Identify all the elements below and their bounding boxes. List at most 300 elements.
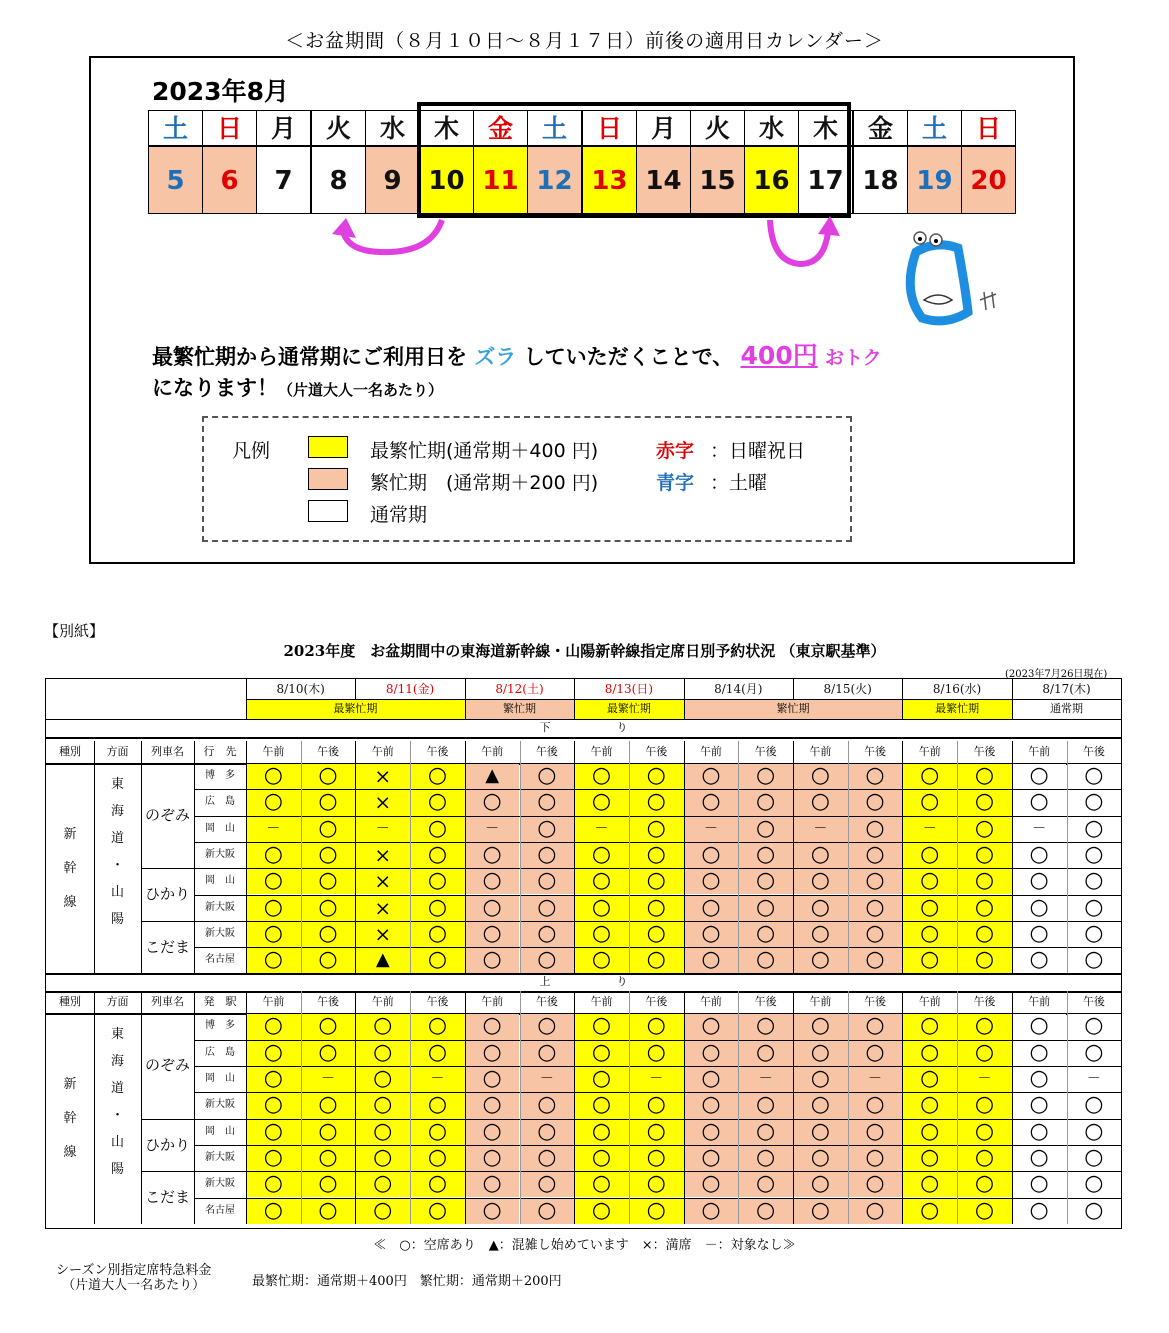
hdr-train: 列車名 bbox=[151, 745, 184, 758]
status-symbol: ○ bbox=[1029, 789, 1049, 815]
status-symbol: ○ bbox=[756, 1039, 776, 1065]
date-header: 8/10(木) bbox=[276, 682, 325, 696]
status-symbol: ○ bbox=[701, 1039, 721, 1065]
status-symbol: ○ bbox=[810, 1066, 830, 1091]
calendar-day: 6 bbox=[202, 146, 257, 214]
table-rule bbox=[410, 741, 411, 973]
table-rule bbox=[194, 789, 1121, 790]
status-symbol: ○ bbox=[974, 1171, 995, 1197]
status-symbol: ○ bbox=[701, 1197, 721, 1223]
status-symbol: ○ bbox=[1084, 763, 1104, 788]
status-symbol: ○ bbox=[701, 1144, 721, 1170]
arrow-right-icon bbox=[770, 216, 840, 264]
period-label: 繁忙期 bbox=[776, 702, 810, 715]
calendar-weekday: 水 bbox=[365, 110, 420, 146]
status-symbol: － bbox=[1032, 820, 1047, 837]
status-symbol: ○ bbox=[1029, 894, 1049, 920]
fare-title: シーズン別指定席特急料金 bbox=[56, 1263, 212, 1278]
table-rule bbox=[141, 1171, 194, 1172]
status-symbol: ○ bbox=[1084, 1144, 1104, 1170]
table-rule bbox=[194, 1092, 1121, 1093]
status-symbol: ○ bbox=[646, 789, 666, 815]
calendar-day: 8 bbox=[311, 146, 366, 214]
status-symbol: ○ bbox=[427, 894, 448, 920]
status-symbol: ○ bbox=[537, 815, 557, 841]
status-symbol: ○ bbox=[646, 894, 666, 920]
promo-text-1: 最繁忙期から通常期にご利用日を bbox=[152, 345, 467, 369]
status-symbol: ○ bbox=[920, 920, 940, 946]
status-symbol: ○ bbox=[591, 1039, 612, 1065]
calendar-weekday: 火 bbox=[311, 110, 366, 146]
calendar-day: 9 bbox=[365, 146, 420, 214]
table-rule bbox=[94, 741, 95, 973]
status-symbol: ○ bbox=[974, 894, 995, 920]
status-symbol: ○ bbox=[756, 1171, 776, 1197]
status-symbol: × bbox=[374, 790, 392, 815]
status-symbol: ○ bbox=[1084, 868, 1104, 894]
table-rule bbox=[957, 991, 958, 1223]
status-symbol: ○ bbox=[756, 1118, 776, 1144]
calendar-day: 16 bbox=[744, 146, 799, 214]
calendar-weekday: 日 bbox=[961, 110, 1016, 146]
status-symbol: ○ bbox=[482, 920, 502, 946]
status-symbol: ○ bbox=[1029, 1118, 1049, 1144]
table-rule bbox=[46, 719, 1121, 720]
table-rule bbox=[194, 1040, 1121, 1041]
table-rule bbox=[738, 741, 739, 973]
status-symbol: ○ bbox=[1029, 1013, 1049, 1039]
status-symbol: ○ bbox=[865, 1144, 885, 1170]
calendar-weekday: 金 bbox=[853, 110, 908, 146]
station-name: 新大阪 bbox=[205, 901, 235, 913]
status-symbol: ○ bbox=[1029, 1197, 1049, 1223]
status-symbol: ○ bbox=[591, 947, 612, 973]
calendar-weekday: 日 bbox=[582, 110, 637, 146]
status-symbol: ○ bbox=[701, 1066, 721, 1091]
status-symbol: ○ bbox=[427, 920, 448, 946]
table-rule bbox=[574, 699, 575, 719]
status-symbol: ○ bbox=[1029, 1144, 1049, 1170]
status-symbol: ○ bbox=[756, 1013, 776, 1039]
status-symbol: ○ bbox=[482, 1092, 502, 1118]
table-rule bbox=[902, 991, 903, 1223]
status-symbol: ○ bbox=[865, 947, 885, 973]
status-symbol: ○ bbox=[646, 1013, 666, 1039]
table-rule bbox=[141, 921, 194, 922]
calendar-day: 13 bbox=[582, 146, 637, 214]
status-symbol: ○ bbox=[1084, 1013, 1104, 1039]
status-symbol: ○ bbox=[591, 868, 612, 894]
table-rule bbox=[574, 991, 575, 1223]
status-symbol: ○ bbox=[373, 1118, 393, 1144]
table-rule bbox=[194, 763, 1121, 764]
legend-red-key: 赤字 bbox=[656, 440, 695, 462]
calendar-day: 12 bbox=[527, 146, 582, 214]
status-legend: ≪ ○：空席あり ▲：混雑し始めています ×：満席 －：対象なし≫ bbox=[373, 1238, 796, 1253]
table-rule bbox=[194, 921, 1121, 922]
table-rule bbox=[246, 679, 247, 719]
status-symbol: ○ bbox=[318, 868, 338, 894]
status-symbol: ○ bbox=[263, 1013, 283, 1039]
table-rule bbox=[194, 895, 1121, 896]
hdr-am: 午前 bbox=[590, 995, 613, 1009]
status-symbol: ○ bbox=[974, 1039, 995, 1065]
table-rule bbox=[141, 991, 142, 1223]
status-symbol: ▲ bbox=[375, 949, 390, 971]
status-symbol: ○ bbox=[263, 1118, 283, 1144]
status-symbol: ○ bbox=[810, 1171, 830, 1197]
table-rule bbox=[141, 1013, 194, 1014]
hdr-am: 午前 bbox=[918, 745, 941, 758]
promo-savings-amount: 400円 bbox=[740, 341, 818, 370]
status-symbol: ○ bbox=[974, 1144, 995, 1170]
status-symbol: ○ bbox=[865, 1171, 885, 1197]
status-symbol: ○ bbox=[427, 1197, 448, 1223]
status-symbol: ○ bbox=[263, 789, 283, 815]
table-rule bbox=[141, 868, 194, 869]
status-symbol: ○ bbox=[591, 1171, 612, 1197]
status-symbol: ○ bbox=[482, 1197, 502, 1223]
table-rule bbox=[194, 947, 1121, 948]
status-symbol: ○ bbox=[427, 1013, 448, 1039]
calendar-weekday: 木 bbox=[798, 110, 853, 146]
table-rule bbox=[848, 991, 849, 1223]
status-symbol: ○ bbox=[537, 1144, 557, 1170]
direction-down-label: 下 り bbox=[539, 721, 628, 734]
status-symbol: － bbox=[703, 820, 718, 837]
status-symbol: × bbox=[374, 764, 392, 788]
table-rule bbox=[684, 741, 685, 973]
station-name: 岡 山 bbox=[205, 1073, 235, 1084]
status-symbol: ○ bbox=[318, 1092, 338, 1118]
table-rule bbox=[465, 699, 466, 719]
fare-text: 最繁忙期：通常期＋400円 繁忙期：通常期＋200円 bbox=[252, 1274, 562, 1289]
status-symbol: ○ bbox=[810, 920, 830, 946]
status-symbol: ○ bbox=[482, 1118, 502, 1144]
station-name: 新大阪 bbox=[205, 1151, 235, 1163]
status-symbol: ○ bbox=[646, 815, 666, 841]
date-header: 8/16(水) bbox=[932, 682, 982, 696]
status-symbol: ○ bbox=[1084, 841, 1104, 867]
hdr-dest: 発 駅 bbox=[203, 995, 237, 1009]
table-rule bbox=[194, 991, 195, 1223]
status-symbol: ○ bbox=[1084, 815, 1104, 841]
status-symbol: ○ bbox=[427, 815, 448, 841]
table-rule bbox=[141, 763, 194, 764]
status-symbol: ○ bbox=[537, 841, 557, 867]
hdr-am: 午前 bbox=[809, 745, 832, 758]
station-name: 名古屋 bbox=[205, 1204, 235, 1216]
status-symbol: ○ bbox=[427, 868, 448, 894]
hdr-pm: 午後 bbox=[535, 995, 558, 1009]
hdr-pm: 午後 bbox=[754, 995, 777, 1009]
status-symbol: ○ bbox=[1029, 763, 1049, 788]
hdr-kind: 種別 bbox=[59, 745, 81, 758]
legend-box bbox=[202, 416, 852, 542]
status-symbol: ○ bbox=[756, 815, 776, 841]
status-symbol: ○ bbox=[1029, 1039, 1049, 1065]
status-symbol: － bbox=[922, 820, 937, 837]
status-symbol: ○ bbox=[701, 789, 721, 815]
status-symbol: ○ bbox=[537, 763, 557, 788]
table-rule bbox=[684, 679, 685, 699]
legend-swatch-peach bbox=[308, 468, 348, 490]
status-symbol: － bbox=[1086, 1071, 1101, 1087]
legend-blue-desc: ：土曜 bbox=[710, 472, 768, 494]
hdr-am: 午前 bbox=[371, 995, 394, 1009]
hdr-pm: 午後 bbox=[317, 995, 340, 1009]
table-rule bbox=[793, 991, 794, 1223]
table-rule bbox=[246, 991, 247, 1223]
status-symbol: × bbox=[374, 869, 392, 894]
status-symbol: ○ bbox=[756, 894, 776, 920]
hdr-pm: 午後 bbox=[426, 995, 449, 1009]
status-symbol: ○ bbox=[646, 1197, 666, 1223]
status-symbol: ○ bbox=[701, 1171, 721, 1197]
status-symbol: ○ bbox=[1084, 1171, 1104, 1197]
calendar-year-month: 2023年8月 bbox=[152, 77, 289, 106]
table-rule bbox=[246, 741, 247, 973]
calendar-weekday: 火 bbox=[690, 110, 745, 146]
status-symbol: ○ bbox=[920, 1144, 940, 1170]
hdr-pm: 午後 bbox=[1082, 745, 1105, 758]
date-header: 8/12(土) bbox=[495, 682, 544, 696]
status-symbol: ○ bbox=[537, 1092, 557, 1118]
status-symbol: ○ bbox=[920, 947, 940, 973]
status-symbol: ○ bbox=[373, 1197, 393, 1223]
status-symbol: ○ bbox=[646, 1144, 666, 1170]
hdr-am: 午前 bbox=[262, 995, 285, 1009]
status-symbol: ○ bbox=[263, 841, 283, 867]
status-symbol: ○ bbox=[701, 868, 721, 894]
table-rule bbox=[520, 991, 521, 1223]
date-header: 8/11(金) bbox=[385, 682, 435, 696]
status-symbol: ○ bbox=[318, 1171, 338, 1197]
status-symbol: ○ bbox=[427, 1092, 448, 1118]
status-symbol: ○ bbox=[263, 947, 283, 973]
table-rule bbox=[902, 699, 903, 719]
train-name: ひかり bbox=[144, 885, 190, 904]
status-symbol: ○ bbox=[1084, 1092, 1104, 1118]
table-rule bbox=[194, 816, 1121, 817]
table-rule bbox=[141, 741, 142, 973]
table-rule bbox=[301, 741, 302, 973]
calendar-day: 10 bbox=[419, 146, 474, 214]
table-rule bbox=[46, 737, 1121, 739]
status-symbol: ○ bbox=[537, 947, 557, 973]
status-symbol: ○ bbox=[865, 841, 885, 867]
status-symbol: ○ bbox=[263, 1144, 283, 1170]
table-rule bbox=[194, 1066, 1121, 1067]
table-rule bbox=[902, 679, 903, 699]
station-name: 岡 山 bbox=[205, 1125, 235, 1137]
promo-shift-word: ズラ bbox=[474, 345, 517, 369]
status-symbol: ○ bbox=[318, 894, 338, 920]
hdr-pm: 午後 bbox=[535, 745, 558, 758]
status-symbol: ○ bbox=[591, 920, 612, 946]
direction-up-label: 上 り bbox=[539, 975, 628, 989]
status-symbol: ○ bbox=[537, 1171, 557, 1197]
status-symbol: ○ bbox=[756, 920, 776, 946]
station-name: 広 島 bbox=[205, 796, 235, 808]
status-symbol: ○ bbox=[810, 868, 830, 894]
status-symbol: ○ bbox=[263, 1066, 283, 1091]
status-symbol: － bbox=[977, 1071, 992, 1087]
status-symbol: ○ bbox=[318, 841, 338, 867]
table-rule bbox=[194, 1013, 1121, 1014]
status-symbol: ○ bbox=[318, 1013, 338, 1039]
station-name: 名古屋 bbox=[205, 954, 235, 966]
table-rule bbox=[194, 1145, 1121, 1146]
status-symbol: ○ bbox=[591, 763, 612, 788]
status-symbol: ○ bbox=[920, 894, 940, 920]
status-symbol: ○ bbox=[318, 815, 338, 841]
status-symbol: ○ bbox=[920, 1039, 940, 1065]
table-rule bbox=[793, 741, 794, 973]
status-symbol: ○ bbox=[756, 1144, 776, 1170]
status-symbol: ○ bbox=[920, 841, 940, 867]
table-rule bbox=[957, 741, 958, 973]
calendar-weekday: 月 bbox=[636, 110, 691, 146]
status-symbol: ○ bbox=[810, 1144, 830, 1170]
calendar-weekday: 月 bbox=[256, 110, 311, 146]
date-header: 8/14(月) bbox=[714, 682, 763, 696]
train-name: こだま bbox=[144, 1188, 190, 1207]
hdr-am: 午前 bbox=[481, 745, 504, 758]
line-kind: 新 幹 線 bbox=[63, 1077, 77, 1161]
status-symbol: ○ bbox=[701, 1013, 721, 1039]
status-symbol: ○ bbox=[318, 947, 338, 973]
status-symbol: ○ bbox=[920, 1092, 940, 1118]
legend-label: 凡例 bbox=[232, 440, 271, 462]
status-symbol: ○ bbox=[1084, 894, 1104, 920]
hdr-am: 午前 bbox=[809, 995, 832, 1009]
status-symbol: ○ bbox=[373, 1013, 393, 1039]
status-symbol: ○ bbox=[427, 763, 448, 788]
appendix-as-of: (2023年7月26日現在) bbox=[1005, 669, 1108, 680]
table-rule bbox=[574, 679, 575, 699]
legend-blue-key: 青字 bbox=[656, 472, 695, 494]
status-symbol: ○ bbox=[920, 1171, 940, 1197]
status-symbol: ○ bbox=[591, 1144, 612, 1170]
calendar-weekday: 木 bbox=[419, 110, 474, 146]
status-symbol: ○ bbox=[974, 789, 995, 815]
status-symbol: － bbox=[868, 1071, 883, 1087]
status-symbol: ○ bbox=[646, 1039, 666, 1065]
calendar-day: 19 bbox=[907, 146, 962, 214]
status-symbol: ○ bbox=[1084, 789, 1104, 815]
status-symbol: ○ bbox=[920, 1197, 940, 1223]
table-rule bbox=[194, 842, 1121, 843]
fare-note: （片道大人一名あたり） bbox=[62, 1278, 206, 1293]
status-symbol: ○ bbox=[427, 1171, 448, 1197]
status-symbol: ○ bbox=[263, 1039, 283, 1065]
table-rule bbox=[848, 741, 849, 973]
status-symbol: ○ bbox=[701, 1092, 721, 1118]
table-rule bbox=[629, 991, 630, 1223]
status-symbol: ○ bbox=[591, 789, 612, 815]
table-rule bbox=[355, 991, 356, 1223]
station-name: 岡 山 bbox=[205, 822, 235, 834]
period-label: 通常期 bbox=[1049, 702, 1083, 715]
date-header: 8/17(木) bbox=[1042, 682, 1091, 696]
status-symbol: ○ bbox=[263, 1171, 283, 1197]
date-header: 8/15(火) bbox=[823, 682, 872, 696]
status-symbol: ○ bbox=[427, 1144, 448, 1170]
status-symbol: ○ bbox=[482, 1013, 502, 1039]
status-symbol: ○ bbox=[1029, 947, 1049, 973]
station-name: 博 多 bbox=[205, 770, 235, 781]
status-symbol: ○ bbox=[756, 789, 776, 815]
status-symbol: ○ bbox=[865, 763, 885, 788]
table-rule bbox=[1067, 741, 1068, 973]
status-symbol: ○ bbox=[865, 1118, 885, 1144]
hdr-pm: 午後 bbox=[864, 995, 887, 1009]
status-symbol: ○ bbox=[865, 789, 885, 815]
line-direction: 東 海 道 ・ 山 陽 bbox=[110, 1027, 124, 1178]
status-symbol: ○ bbox=[427, 789, 448, 815]
status-symbol: ○ bbox=[701, 1118, 721, 1144]
status-symbol: ○ bbox=[810, 763, 830, 788]
status-symbol: － bbox=[649, 1071, 664, 1087]
status-symbol: ○ bbox=[537, 1197, 557, 1223]
station-name: 新大阪 bbox=[205, 927, 235, 939]
hdr-pm: 午後 bbox=[426, 745, 449, 758]
status-symbol: ○ bbox=[810, 1039, 830, 1065]
status-symbol: － bbox=[375, 820, 390, 837]
status-symbol: ○ bbox=[865, 868, 885, 894]
period-label: 最繁忙期 bbox=[935, 702, 980, 715]
status-symbol: － bbox=[321, 1071, 336, 1087]
status-symbol: ○ bbox=[591, 1092, 612, 1118]
hdr-am: 午前 bbox=[371, 745, 394, 758]
status-symbol: ○ bbox=[318, 763, 338, 788]
status-symbol: ○ bbox=[482, 1066, 502, 1091]
status-symbol: － bbox=[539, 1071, 554, 1087]
table-rule bbox=[141, 1119, 194, 1120]
station-name: 岡 山 bbox=[205, 875, 235, 887]
status-symbol: ○ bbox=[810, 947, 830, 973]
appendix-title: 2023年度 お盆期間中の東海道新幹線・山陽新幹線指定席日別予約状況 （東京駅基準） bbox=[283, 642, 886, 660]
table-rule bbox=[1012, 741, 1013, 973]
calendar-weekday: 土 bbox=[148, 110, 203, 146]
calendar-day: 11 bbox=[473, 146, 528, 214]
appendix-label: 【別紙】 bbox=[44, 622, 105, 640]
status-symbol: ○ bbox=[1029, 920, 1049, 946]
legend-white-text: 通常期 bbox=[370, 504, 428, 526]
legend-yellow-text: 最繁忙期(通常期＋400 円) bbox=[370, 440, 599, 462]
hdr-pm: 午後 bbox=[645, 745, 668, 758]
status-symbol: ○ bbox=[1084, 920, 1104, 946]
status-symbol: ○ bbox=[920, 1118, 940, 1144]
status-symbol: ○ bbox=[865, 815, 885, 841]
table-rule bbox=[684, 699, 685, 719]
station-name: 博 多 bbox=[205, 1020, 235, 1032]
status-symbol: × bbox=[374, 921, 392, 946]
status-symbol: ○ bbox=[591, 1118, 612, 1144]
hdr-dir: 方面 bbox=[106, 995, 129, 1009]
status-symbol: ○ bbox=[537, 1118, 557, 1144]
status-symbol: － bbox=[430, 1071, 445, 1087]
status-symbol: ○ bbox=[810, 894, 830, 920]
status-symbol: ○ bbox=[482, 1171, 502, 1197]
promo-text-3: になります！ bbox=[152, 376, 278, 400]
status-symbol: ○ bbox=[1029, 1066, 1049, 1091]
table-rule bbox=[465, 991, 466, 1223]
table-rule bbox=[465, 679, 466, 699]
line-direction: 東 海 道 ・ 山 陽 bbox=[110, 777, 124, 927]
status-symbol: ○ bbox=[756, 841, 776, 867]
